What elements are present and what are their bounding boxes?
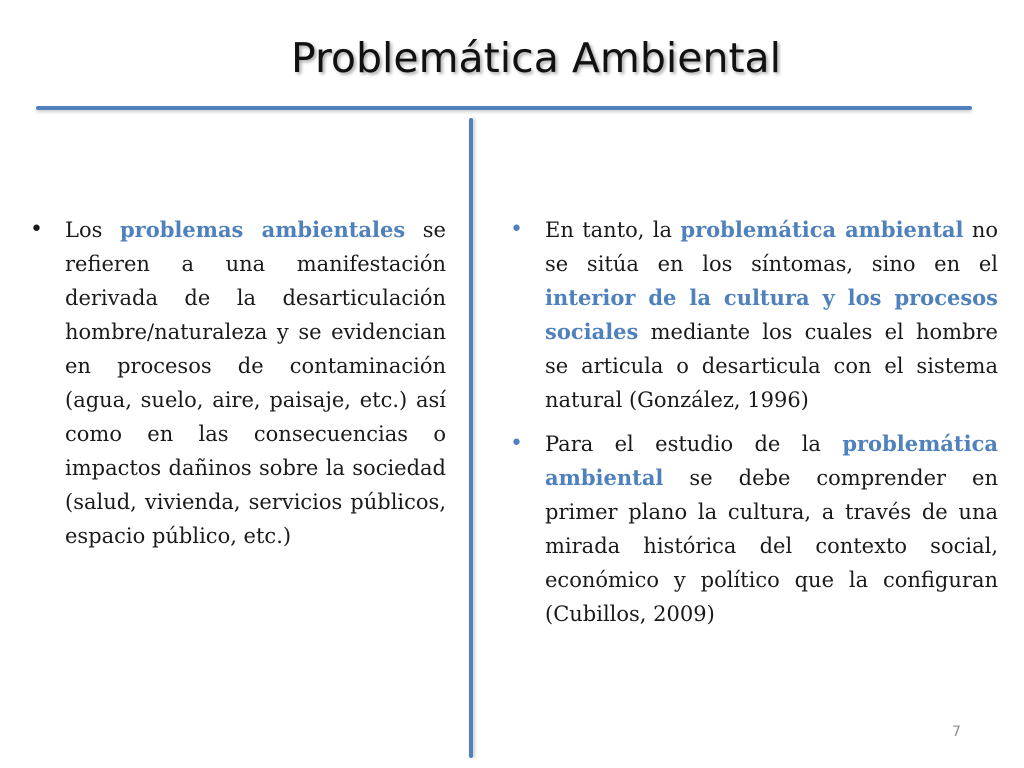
text-run: Los [65, 218, 120, 242]
highlight-problemas-ambientales: problemas ambientales [119, 217, 406, 242]
left-column [24, 213, 446, 563]
text-run: se debe comprender en primer plano la cultura, a través de una mirada histórica del contexto social, económico y político que la configuran (Cubillos, 2009) [545, 466, 998, 626]
bullet-icon: • [510, 431, 523, 456]
bullet-icon: • [510, 217, 523, 242]
page-number: 7 [952, 724, 961, 740]
left-bullet-paragraph [24, 213, 446, 553]
highlight-problematica-ambiental: problemática ambiental [545, 431, 998, 490]
slide-title: Problemática Ambiental [290, 34, 782, 82]
highlight-interior-cultura: interior de la cultura y los procesos sociales [545, 285, 998, 344]
text-run: se refieren a una manifestación derivada de la desarticulación hombre/naturaleza y se evidencian en procesos de contaminación (agua, suelo, aire, paisaje, etc.) así como en las consecuencias o impactos dañinos sobre la sociedad (salud, vivienda, servicios públicos, espacio público, etc.) [65, 218, 446, 548]
title-underline [36, 106, 972, 110]
text-run: mediante los cuales el hombre se articula o desarticula con el sistema natural (González, 1996) [545, 320, 998, 412]
text-run: Para el estudio de la [545, 432, 843, 456]
right-bullet-paragraph-1 [504, 213, 998, 417]
bullet-icon: • [30, 217, 43, 242]
column-divider [469, 118, 473, 758]
right-bullet-paragraph-2 [504, 427, 998, 631]
text-run: En tanto, la [545, 218, 681, 242]
highlight-problematica-ambiental: problemática ambiental [680, 217, 964, 242]
text-run: no se sitúa en los síntomas, sino en el [545, 218, 999, 276]
right-column [504, 213, 998, 641]
